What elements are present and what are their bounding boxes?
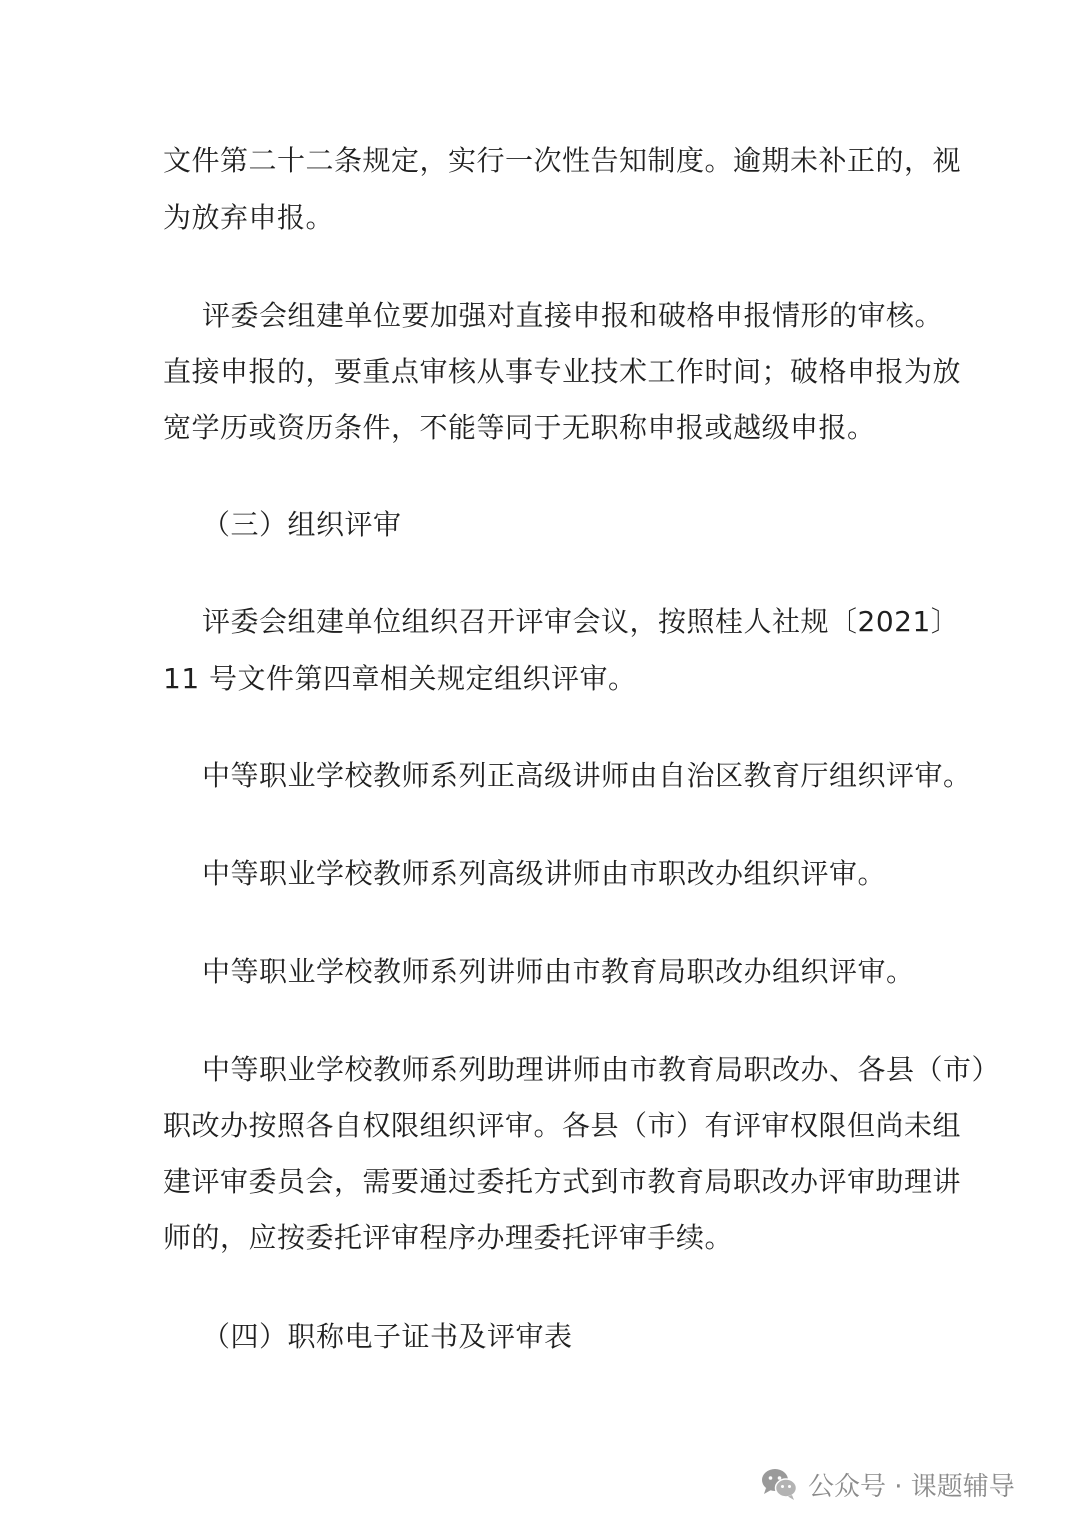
section-heading: （四）职称电子证书及评审表 (202, 1320, 573, 1353)
paragraph-line: 文件第二十二条规定，实行一次性告知制度。逾期未补正的，视 (163, 144, 962, 177)
paragraph-line: 建评审委员会，需要通过委托方式到市教育局职改办评审助理讲 (163, 1165, 962, 1198)
paragraph-line: 中等职业学校教师系列讲师由市教育局职改办组织评审。 (202, 955, 915, 988)
paragraph-line: 评委会组建单位要加强对直接申报和破格申报情形的审核。 (202, 299, 944, 332)
section-heading: （三）组织评审 (202, 508, 402, 541)
wechat-icon (760, 1467, 798, 1501)
paragraph-line: 职改办按照各自权限组织评审。各县（市）有评审权限但尚未组 (163, 1109, 962, 1142)
paragraph-line: 11 号文件第四章相关规定组织评审。 (163, 662, 637, 695)
paragraph-line: 为放弃申报。 (163, 201, 335, 234)
paragraph-line: 中等职业学校教师系列助理讲师由市教育局职改办、各县（市） (202, 1053, 1001, 1086)
paragraph-line: 直接申报的，要重点审核从事专业技术工作时间；破格申报为放 (163, 355, 962, 388)
wechat-watermark (760, 1462, 1015, 1506)
paragraph-line: 评委会组建单位组织召开评审会议，按照桂人社规〔2021〕 (202, 605, 960, 638)
paragraph-line: 中等职业学校教师系列高级讲师由市职改办组织评审。 (202, 857, 887, 890)
paragraph-line: 中等职业学校教师系列正高级讲师由自治区教育厅组织评审。 (202, 759, 972, 792)
watermark-text: 公众号 · 课题辅导 (808, 1471, 1015, 1502)
paragraph-line: 师的，应按委托评审程序办理委托评审手续。 (163, 1221, 734, 1254)
paragraph-line: 宽学历或资历条件，不能等同于无职称申报或越级申报。 (163, 411, 876, 444)
